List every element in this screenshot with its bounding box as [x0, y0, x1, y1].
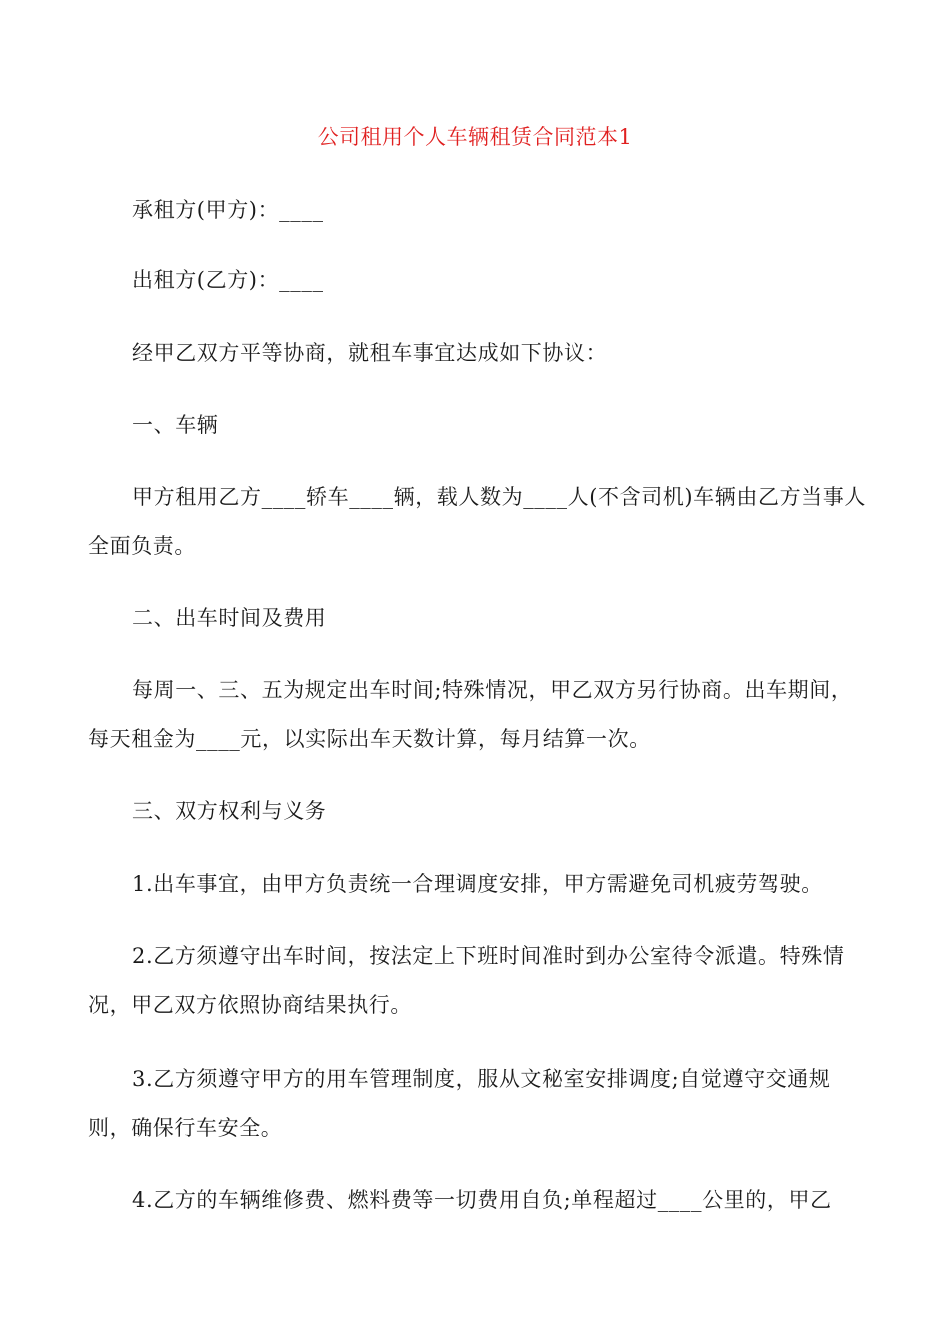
- section-heading-rights-duties: 三、双方权利与义务: [132, 799, 327, 823]
- section-heading-time-fees: 二、出车时间及费用: [132, 606, 327, 630]
- paragraph-duty-3: 3.乙方须遵守甲方的用车管理制度，服从文秘室安排调度;自觉遵守交通规则，确保行车安全。: [88, 1067, 831, 1140]
- paragraph-duty-4: 4.乙方的车辆维修费、燃料费等一切费用自负;单程超过____公里的，甲乙: [132, 1188, 832, 1212]
- paragraph-time-fees: 每周一、三、五为规定出车时间;特殊情况，甲乙双方另行协商。出车期间，每天租金为____元，以实际出车天数计算，每月结算一次。: [88, 678, 853, 751]
- paragraph-agreement-intro: 经甲乙双方平等协商，就租车事宜达成如下协议：: [132, 341, 608, 365]
- paragraph-lessee: 承租方(甲方)：____: [132, 198, 324, 222]
- paragraph-vehicle-terms: 甲方租用乙方____轿车____辆，载人数为____人(不含司机)车辆由乙方当事人全面负责。: [88, 485, 866, 558]
- paragraph-lessor: 出租方(乙方)：____: [132, 268, 324, 292]
- paragraph-duty-2: 2.乙方须遵守出车时间，按法定上下班时间准时到办公室待令派遣。特殊情况，甲乙双方依照协商结果执行。: [88, 944, 845, 1017]
- paragraph-duty-1: 1.出车事宜，由甲方负责统一合理调度安排，甲方需避免司机疲劳驾驶。: [132, 872, 823, 896]
- section-heading-vehicle: 一、车辆: [132, 413, 219, 437]
- document-title: 公司租用个人车辆租赁合同范本1: [317, 125, 633, 149]
